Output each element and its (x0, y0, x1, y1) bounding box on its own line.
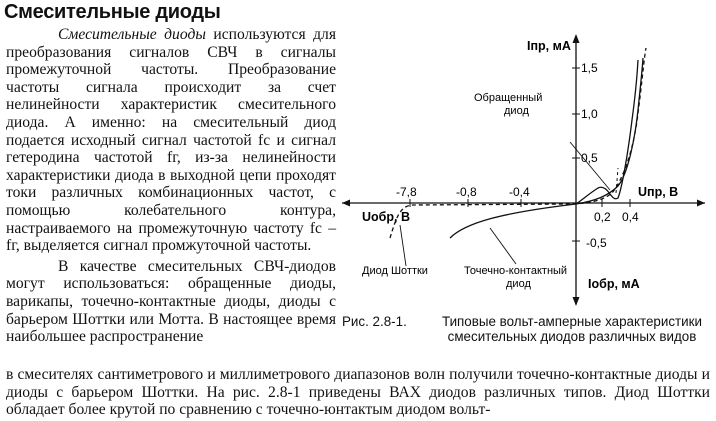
y-axis-bottom-label: Iобр, мА (588, 277, 640, 291)
x-axis-right-label: Uпр, В (638, 185, 679, 199)
y-axis-arrow (573, 34, 580, 43)
y-axis-top-label: Iпр, мА (527, 39, 571, 53)
label-point-contact-line1: Точечно-контактный (464, 265, 568, 277)
axes (342, 36, 705, 304)
label-inverted-line2: диод (504, 105, 529, 117)
y-tick-label-2: 1,0 (581, 107, 598, 121)
x-axis-left-label: Uобр, В (362, 210, 410, 224)
x-axis-arrow (697, 200, 705, 207)
x-axis-left-arrow (342, 200, 350, 207)
caption-number: Рис. 2.8-1. (342, 314, 407, 329)
label-inverted-line1: Обращенный (474, 92, 543, 104)
paragraph-1 (6, 26, 336, 255)
label-schottky: Диод Шоттки (362, 265, 428, 277)
y-axis-bottom-arrow (573, 297, 580, 306)
y-tick-label-1: 1,5 (581, 61, 598, 75)
iv-characteristics-figure (340, 28, 710, 308)
x-tick-label-3: -0,4 (509, 185, 530, 199)
point-contact-dash-bottom (616, 168, 618, 193)
point-contact-curve (450, 58, 643, 238)
label-point-contact-line2: диод (506, 278, 531, 290)
paragraph-1-body: используются для преобразования сигналов СВЧ в сигналы промежуточной частоты. Преобразование частоты сигнала происходит за счет нелинейности характеристик смесительного диода. А именно: на смесительный диод подается исходный сигнал частотой fc и сигнал гетеродина частотой fг, из-за нелинейности характеристики диода в выходной цепи проходят токи различных комбинационных частот, с помощью колебательного контура, настраиваемого на промежуточную частоту fc – fг, выделяется сигнал промжуточной частоты. (6, 26, 337, 255)
left-column-text (6, 26, 336, 346)
x-tick-label-4: 0,2 (594, 210, 611, 224)
inverted-diode-curve (576, 60, 638, 204)
caption-text: Типовые вольт-амперные характеристики смесительных диодов различных видов (441, 314, 702, 344)
x-tick-label-5: 0,4 (622, 210, 639, 224)
paragraph-3: в смесителях сантиметрового и миллиметрового диапазонов волн получили точечно-контактные диоды и диоды с барьером Шоттки. На рис. 2.8-1 приведены ВАХ диодов различных типов. Диод Шоттки обладает более крутой по сравнению с точечно-юнтактым диодом вольт- (6, 366, 710, 419)
section-heading: Смесительные диоды (4, 1, 221, 23)
x-tick-label-2: -0,8 (456, 185, 477, 199)
full-width-text (6, 366, 710, 419)
term-emphasis: Смесительные диоды (58, 26, 206, 43)
y-tick-label-neg: -0,5 (586, 236, 607, 250)
leader-point-contact (490, 228, 516, 264)
x-tick-label-1: -7,8 (396, 185, 417, 199)
y-tick-label-3: 0,5 (581, 151, 598, 165)
paragraph-2: В качестве смесительных СВЧ-диодов могут использоваться: обращенные диоды, варикапы, точечно-контактные диоды, диоды с барьером Шоттки или Мотта. В настоящее время наибольшее распространение (6, 257, 336, 346)
leader-schottky (400, 225, 406, 266)
